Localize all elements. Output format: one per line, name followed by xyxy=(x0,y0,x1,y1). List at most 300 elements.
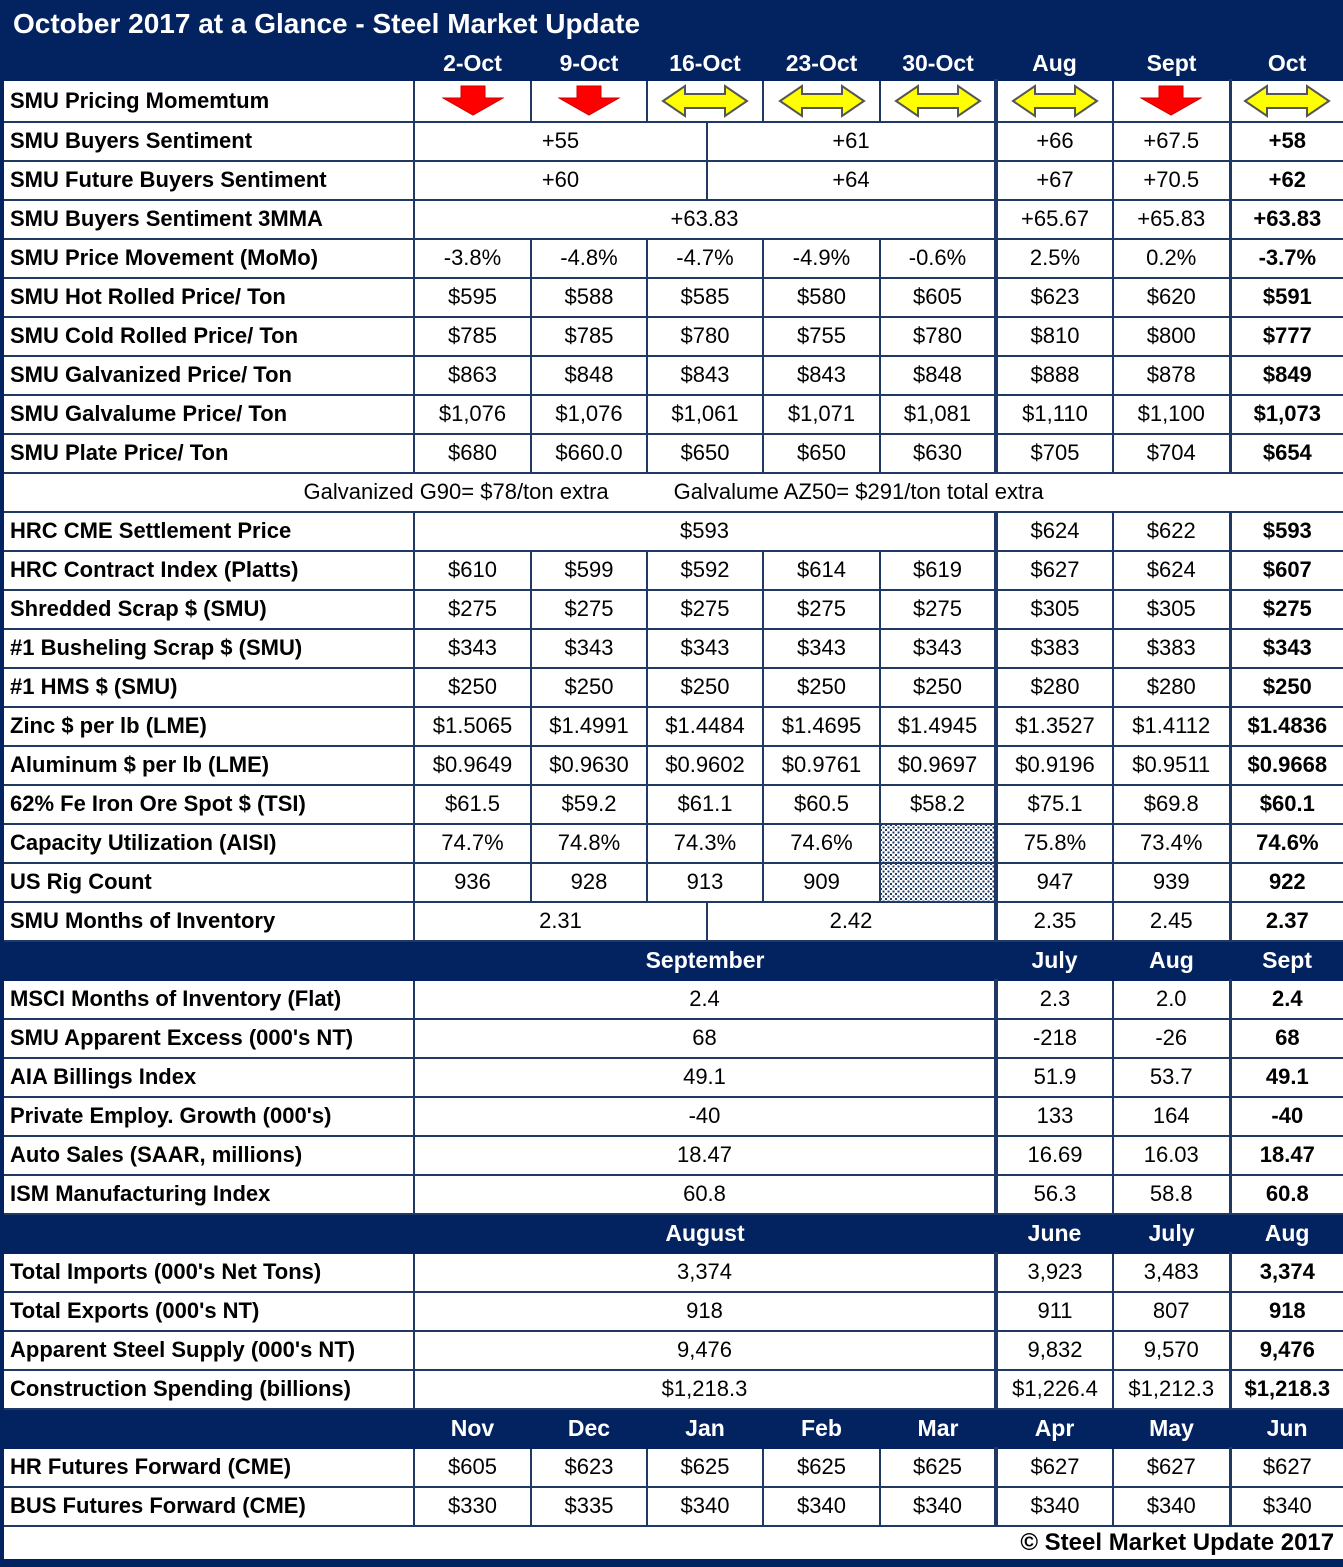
data-cell: $1,218.3 xyxy=(414,1370,996,1409)
data-cell: $75.1 xyxy=(996,785,1113,824)
data-cell: $58.2 xyxy=(880,785,996,824)
data-cell: -4.7% xyxy=(647,239,763,278)
data-cell: 911 xyxy=(996,1292,1113,1331)
data-cell: 133 xyxy=(996,1097,1113,1136)
momentum-cell-down xyxy=(531,80,647,122)
data-cell: $625 xyxy=(880,1448,996,1487)
data-cell: $591 xyxy=(1230,278,1343,317)
data-cell: 918 xyxy=(1230,1292,1343,1331)
data-cell: $785 xyxy=(414,317,531,356)
data-cell: $704 xyxy=(1113,434,1230,473)
data-cell: $343 xyxy=(647,629,763,668)
data-cell: $0.9697 xyxy=(880,746,996,785)
data-cell: $250 xyxy=(531,668,647,707)
data-cell: $335 xyxy=(531,1487,647,1526)
data-cell: $1,081 xyxy=(880,395,996,434)
data-cell: -26 xyxy=(1113,1019,1230,1058)
data-cell: $275 xyxy=(414,590,531,629)
data-cell: $1,226.4 xyxy=(996,1370,1113,1409)
data-cell: $622 xyxy=(1113,512,1230,551)
data-cell: $1,076 xyxy=(414,395,531,434)
data-cell: +58 xyxy=(1230,122,1343,161)
note-row xyxy=(2,473,1343,512)
data-cell: -218 xyxy=(996,1019,1113,1058)
table-row xyxy=(2,746,1343,785)
data-cell: $340 xyxy=(1113,1487,1230,1526)
data-cell: $777 xyxy=(1230,317,1343,356)
data-cell: $250 xyxy=(414,668,531,707)
data-cell: $0.9630 xyxy=(531,746,647,785)
data-cell: $654 xyxy=(1230,434,1343,473)
data-cell: $1.4836 xyxy=(1230,707,1343,746)
data-cell: $619 xyxy=(880,551,996,590)
data-cell: $624 xyxy=(996,512,1113,551)
data-cell: 2.4 xyxy=(1230,980,1343,1019)
table-row xyxy=(2,1136,1343,1175)
row-label: Zinc $ per lb (LME) xyxy=(2,707,414,746)
data-cell: +67.5 xyxy=(1113,122,1230,161)
data-cell: 74.7% xyxy=(414,824,531,863)
table-row xyxy=(2,1019,1343,1058)
data-cell: 16.03 xyxy=(1113,1136,1230,1175)
data-cell: +67 xyxy=(996,161,1113,200)
data-cell: $1,218.3 xyxy=(1230,1370,1343,1409)
section-col-label: Apr xyxy=(996,1409,1113,1448)
momentum-cell-flat xyxy=(647,80,763,122)
no-data-cell xyxy=(880,824,996,863)
data-cell: $593 xyxy=(414,512,996,551)
title-row xyxy=(2,2,1343,47)
section-spacer xyxy=(2,941,414,980)
data-cell: $599 xyxy=(531,551,647,590)
row-label: SMU Price Movement (MoMo) xyxy=(2,239,414,278)
footnote-text: Galvalume AZ50= $291/ton total extra xyxy=(673,479,1044,504)
data-cell: $605 xyxy=(880,278,996,317)
data-cell: $1,076 xyxy=(531,395,647,434)
column-header: 16-Oct xyxy=(647,47,763,80)
data-cell: $610 xyxy=(414,551,531,590)
data-cell: $275 xyxy=(1230,590,1343,629)
row-label: SMU Buyers Sentiment xyxy=(2,122,414,161)
data-cell: 9,476 xyxy=(414,1331,996,1370)
data-cell: $627 xyxy=(996,1448,1113,1487)
footnote-cell xyxy=(2,473,1343,512)
row-label: Aluminum $ per lb (LME) xyxy=(2,746,414,785)
table-row xyxy=(2,902,1343,941)
data-cell: -4.9% xyxy=(763,239,880,278)
data-cell: 3,923 xyxy=(996,1253,1113,1292)
data-cell: 164 xyxy=(1113,1097,1230,1136)
momentum-down-icon xyxy=(442,85,504,116)
data-cell: $60.5 xyxy=(763,785,880,824)
column-header: Aug xyxy=(996,47,1113,80)
section-header-row xyxy=(2,1214,1343,1253)
data-cell: +70.5 xyxy=(1113,161,1230,200)
data-cell: $625 xyxy=(763,1448,880,1487)
data-cell: $863 xyxy=(414,356,531,395)
row-label: 62% Fe Iron Ore Spot $ (TSI) xyxy=(2,785,414,824)
data-cell: $630 xyxy=(880,434,996,473)
row-label: Shredded Scrap $ (SMU) xyxy=(2,590,414,629)
data-cell: $340 xyxy=(996,1487,1113,1526)
section-col-label: Mar xyxy=(880,1409,996,1448)
data-cell: $607 xyxy=(1230,551,1343,590)
table-row xyxy=(2,239,1343,278)
momentum-cell-flat xyxy=(880,80,996,122)
table-row xyxy=(2,1097,1343,1136)
section-col-label: Jan xyxy=(647,1409,763,1448)
data-cell: $1,071 xyxy=(763,395,880,434)
data-cell: $625 xyxy=(647,1448,763,1487)
data-cell: $623 xyxy=(996,278,1113,317)
data-cell: 909 xyxy=(763,863,880,902)
data-cell: $650 xyxy=(763,434,880,473)
data-cell: +63.83 xyxy=(1230,200,1343,239)
row-label: Total Exports (000's NT) xyxy=(2,1292,414,1331)
data-cell: 9,476 xyxy=(1230,1331,1343,1370)
data-cell: 74.8% xyxy=(531,824,647,863)
data-cell: +65.83 xyxy=(1113,200,1230,239)
data-cell: -40 xyxy=(414,1097,996,1136)
data-cell: 913 xyxy=(647,863,763,902)
data-cell: $1.4112 xyxy=(1113,707,1230,746)
data-cell: 60.8 xyxy=(414,1175,996,1214)
momentum-cell-flat xyxy=(996,80,1113,122)
row-label: Construction Spending (billions) xyxy=(2,1370,414,1409)
column-header: 23-Oct xyxy=(763,47,880,80)
data-cell: $343 xyxy=(1230,629,1343,668)
data-cell: $593 xyxy=(1230,512,1343,551)
section-header-row xyxy=(2,1409,1343,1448)
header-spacer xyxy=(2,47,414,80)
data-cell: $280 xyxy=(1113,668,1230,707)
data-cell: 2.0 xyxy=(1113,980,1230,1019)
data-cell: $275 xyxy=(763,590,880,629)
data-cell: $785 xyxy=(531,317,647,356)
data-cell: $0.9196 xyxy=(996,746,1113,785)
row-label: HR Futures Forward (CME) xyxy=(2,1448,414,1487)
data-cell: -3.7% xyxy=(1230,239,1343,278)
data-cell: $614 xyxy=(763,551,880,590)
data-cell: 2.42 xyxy=(707,902,996,941)
section-col-label: July xyxy=(996,941,1113,980)
row-label: SMU Galvalume Price/ Ton xyxy=(2,395,414,434)
data-cell: 49.1 xyxy=(414,1058,996,1097)
section-col-label: Aug xyxy=(1230,1214,1343,1253)
footnote-text: Galvanized G90= $78/ton extra xyxy=(303,479,609,504)
table-row xyxy=(2,824,1343,863)
section-spacer xyxy=(2,1214,414,1253)
data-cell: $1,212.3 xyxy=(1113,1370,1230,1409)
table-row xyxy=(2,161,1343,200)
data-cell: $250 xyxy=(647,668,763,707)
data-cell: 2.3 xyxy=(996,980,1113,1019)
data-cell: $275 xyxy=(647,590,763,629)
data-cell: 928 xyxy=(531,863,647,902)
data-cell: $383 xyxy=(996,629,1113,668)
table-row xyxy=(2,590,1343,629)
data-cell: 9,832 xyxy=(996,1331,1113,1370)
section-col-label: Nov xyxy=(414,1409,531,1448)
table-row xyxy=(2,122,1343,161)
data-cell: $340 xyxy=(763,1487,880,1526)
data-cell: 3,483 xyxy=(1113,1253,1230,1292)
table-row xyxy=(2,512,1343,551)
data-cell: $343 xyxy=(763,629,880,668)
data-cell: $620 xyxy=(1113,278,1230,317)
data-cell: $1.4945 xyxy=(880,707,996,746)
data-cell: 939 xyxy=(1113,863,1230,902)
table-row xyxy=(2,434,1343,473)
data-cell: $810 xyxy=(996,317,1113,356)
data-cell: +64 xyxy=(707,161,996,200)
momentum-flat-icon xyxy=(661,83,749,119)
data-cell: +60 xyxy=(414,161,707,200)
section-header-row xyxy=(2,941,1343,980)
data-cell: 2.45 xyxy=(1113,902,1230,941)
momentum-flat-icon xyxy=(894,83,982,119)
row-label: US Rig Count xyxy=(2,863,414,902)
section-col-label: Sept xyxy=(1230,941,1343,980)
row-label: Total Imports (000's Net Tons) xyxy=(2,1253,414,1292)
data-cell: 18.47 xyxy=(414,1136,996,1175)
table-row xyxy=(2,1448,1343,1487)
data-cell: 68 xyxy=(414,1019,996,1058)
data-cell: $849 xyxy=(1230,356,1343,395)
data-cell: -40 xyxy=(1230,1097,1343,1136)
data-cell: $588 xyxy=(531,278,647,317)
data-cell: 807 xyxy=(1113,1292,1230,1331)
row-label: SMU Pricing Momemtum xyxy=(2,80,414,122)
table-row xyxy=(2,356,1343,395)
data-cell: $340 xyxy=(647,1487,763,1526)
row-label: Apparent Steel Supply (000's NT) xyxy=(2,1331,414,1370)
data-cell: $627 xyxy=(1230,1448,1343,1487)
row-label: SMU Buyers Sentiment 3MMA xyxy=(2,200,414,239)
data-cell: +55 xyxy=(414,122,707,161)
row-label: MSCI Months of Inventory (Flat) xyxy=(2,980,414,1019)
data-cell: $888 xyxy=(996,356,1113,395)
data-cell: $585 xyxy=(647,278,763,317)
data-cell: -4.8% xyxy=(531,239,647,278)
footnote-wrap xyxy=(4,479,1343,505)
data-cell: $1,073 xyxy=(1230,395,1343,434)
data-cell: $340 xyxy=(1230,1487,1343,1526)
momentum-flat-icon xyxy=(1243,83,1331,119)
data-cell: 936 xyxy=(414,863,531,902)
row-label: ISM Manufacturing Index xyxy=(2,1175,414,1214)
data-cell: $275 xyxy=(531,590,647,629)
data-cell: 2.35 xyxy=(996,902,1113,941)
table-row xyxy=(2,80,1343,122)
data-cell: 947 xyxy=(996,863,1113,902)
data-cell: $843 xyxy=(763,356,880,395)
data-cell: $0.9668 xyxy=(1230,746,1343,785)
data-cell: $343 xyxy=(531,629,647,668)
data-cell: $69.8 xyxy=(1113,785,1230,824)
data-cell: +62 xyxy=(1230,161,1343,200)
data-cell: 73.4% xyxy=(1113,824,1230,863)
data-cell: $343 xyxy=(414,629,531,668)
row-label: #1 HMS $ (SMU) xyxy=(2,668,414,707)
data-cell: $595 xyxy=(414,278,531,317)
data-cell: $1.3527 xyxy=(996,707,1113,746)
table-row xyxy=(2,785,1343,824)
table-row xyxy=(2,200,1343,239)
table-row xyxy=(2,863,1343,902)
row-label: AIA Billings Index xyxy=(2,1058,414,1097)
section-col-label: July xyxy=(1113,1214,1230,1253)
column-header: Oct xyxy=(1230,47,1343,80)
data-cell: +66 xyxy=(996,122,1113,161)
row-label: SMU Future Buyers Sentiment xyxy=(2,161,414,200)
section-col-label: June xyxy=(996,1214,1113,1253)
momentum-down-icon xyxy=(558,85,620,116)
row-label: SMU Galvanized Price/ Ton xyxy=(2,356,414,395)
table-row xyxy=(2,317,1343,356)
table-row xyxy=(2,1370,1343,1409)
section-spacer xyxy=(2,1409,414,1448)
data-cell: $61.1 xyxy=(647,785,763,824)
data-cell: 2.37 xyxy=(1230,902,1343,941)
section-col-label: Jun xyxy=(1230,1409,1343,1448)
data-cell: 2.5% xyxy=(996,239,1113,278)
data-cell: $1.4695 xyxy=(763,707,880,746)
data-cell: +65.67 xyxy=(996,200,1113,239)
section-col-label: Feb xyxy=(763,1409,880,1448)
momentum-cell-flat xyxy=(763,80,880,122)
data-cell: 18.47 xyxy=(1230,1136,1343,1175)
row-label: Private Employ. Growth (000's) xyxy=(2,1097,414,1136)
data-cell: 53.7 xyxy=(1113,1058,1230,1097)
data-cell: $624 xyxy=(1113,551,1230,590)
data-cell: 49.1 xyxy=(1230,1058,1343,1097)
data-cell: $0.9602 xyxy=(647,746,763,785)
data-cell: $59.2 xyxy=(531,785,647,824)
data-cell: +63.83 xyxy=(414,200,996,239)
data-cell: 58.8 xyxy=(1113,1175,1230,1214)
data-cell: 60.8 xyxy=(1230,1175,1343,1214)
momentum-cell-down xyxy=(1113,80,1230,122)
data-cell: $755 xyxy=(763,317,880,356)
data-cell: $680 xyxy=(414,434,531,473)
data-cell: 3,374 xyxy=(414,1253,996,1292)
data-cell: -3.8% xyxy=(414,239,531,278)
data-cell: $343 xyxy=(880,629,996,668)
row-label: SMU Apparent Excess (000's NT) xyxy=(2,1019,414,1058)
data-cell: 2.4 xyxy=(414,980,996,1019)
data-cell: $305 xyxy=(996,590,1113,629)
data-cell: $275 xyxy=(880,590,996,629)
data-cell: $1,110 xyxy=(996,395,1113,434)
data-cell: 3,374 xyxy=(1230,1253,1343,1292)
row-label: #1 Busheling Scrap $ (SMU) xyxy=(2,629,414,668)
table-row xyxy=(2,278,1343,317)
data-cell: 922 xyxy=(1230,863,1343,902)
section-col-label: Aug xyxy=(1113,941,1230,980)
data-cell: $340 xyxy=(880,1487,996,1526)
data-cell: $627 xyxy=(996,551,1113,590)
data-cell: 51.9 xyxy=(996,1058,1113,1097)
data-cell: $383 xyxy=(1113,629,1230,668)
data-cell: $780 xyxy=(647,317,763,356)
data-cell: 74.3% xyxy=(647,824,763,863)
row-label: SMU Hot Rolled Price/ Ton xyxy=(2,278,414,317)
table-row xyxy=(2,980,1343,1019)
data-cell: $605 xyxy=(414,1448,531,1487)
row-label: Auto Sales (SAAR, millions) xyxy=(2,1136,414,1175)
column-header: 30-Oct xyxy=(880,47,996,80)
data-cell: $1.4484 xyxy=(647,707,763,746)
data-cell: 75.8% xyxy=(996,824,1113,863)
data-cell: $1.4991 xyxy=(531,707,647,746)
data-cell: 2.31 xyxy=(414,902,707,941)
data-cell: $1,100 xyxy=(1113,395,1230,434)
data-cell: $592 xyxy=(647,551,763,590)
data-cell: $0.9761 xyxy=(763,746,880,785)
data-cell: $330 xyxy=(414,1487,531,1526)
data-cell: $250 xyxy=(1230,668,1343,707)
data-cell: $0.9649 xyxy=(414,746,531,785)
row-label: HRC Contract Index (Platts) xyxy=(2,551,414,590)
data-cell: -0.6% xyxy=(880,239,996,278)
data-cell: $623 xyxy=(531,1448,647,1487)
data-cell: $305 xyxy=(1113,590,1230,629)
data-cell: $848 xyxy=(531,356,647,395)
no-data-cell xyxy=(880,863,996,902)
table-row xyxy=(2,629,1343,668)
column-header: Sept xyxy=(1113,47,1230,80)
table-row xyxy=(2,707,1343,746)
row-label: SMU Months of Inventory xyxy=(2,902,414,941)
data-cell: $650 xyxy=(647,434,763,473)
momentum-cell-down xyxy=(414,80,531,122)
table-row xyxy=(2,395,1343,434)
data-cell: 74.6% xyxy=(763,824,880,863)
table-row xyxy=(2,1253,1343,1292)
data-cell: 918 xyxy=(414,1292,996,1331)
column-header: 2-Oct xyxy=(414,47,531,80)
section-col-label: Dec xyxy=(531,1409,647,1448)
data-cell: $280 xyxy=(996,668,1113,707)
data-cell: 68 xyxy=(1230,1019,1343,1058)
data-cell: $580 xyxy=(763,278,880,317)
data-cell: $250 xyxy=(763,668,880,707)
momentum-flat-icon xyxy=(778,83,866,119)
row-label: SMU Cold Rolled Price/ Ton xyxy=(2,317,414,356)
column-header: 9-Oct xyxy=(531,47,647,80)
momentum-cell-flat xyxy=(1230,80,1343,122)
table-row xyxy=(2,1487,1343,1526)
data-cell: $843 xyxy=(647,356,763,395)
copyright-text: © Steel Market Update 2017 xyxy=(1020,1528,1335,1556)
table-row xyxy=(2,1292,1343,1331)
section-month-label: September xyxy=(414,941,996,980)
row-label: Capacity Utilization (AISI) xyxy=(2,824,414,863)
data-cell: $627 xyxy=(1113,1448,1230,1487)
data-cell: $705 xyxy=(996,434,1113,473)
data-cell: 16.69 xyxy=(996,1136,1113,1175)
data-cell: $250 xyxy=(880,668,996,707)
table-row xyxy=(2,1058,1343,1097)
column-header-row xyxy=(2,47,1343,80)
data-cell: 0.2% xyxy=(1113,239,1230,278)
data-cell: $1,061 xyxy=(647,395,763,434)
footer-row xyxy=(2,1526,1343,1563)
row-label: HRC CME Settlement Price xyxy=(2,512,414,551)
momentum-down-icon xyxy=(1140,85,1202,116)
data-cell: +61 xyxy=(707,122,996,161)
